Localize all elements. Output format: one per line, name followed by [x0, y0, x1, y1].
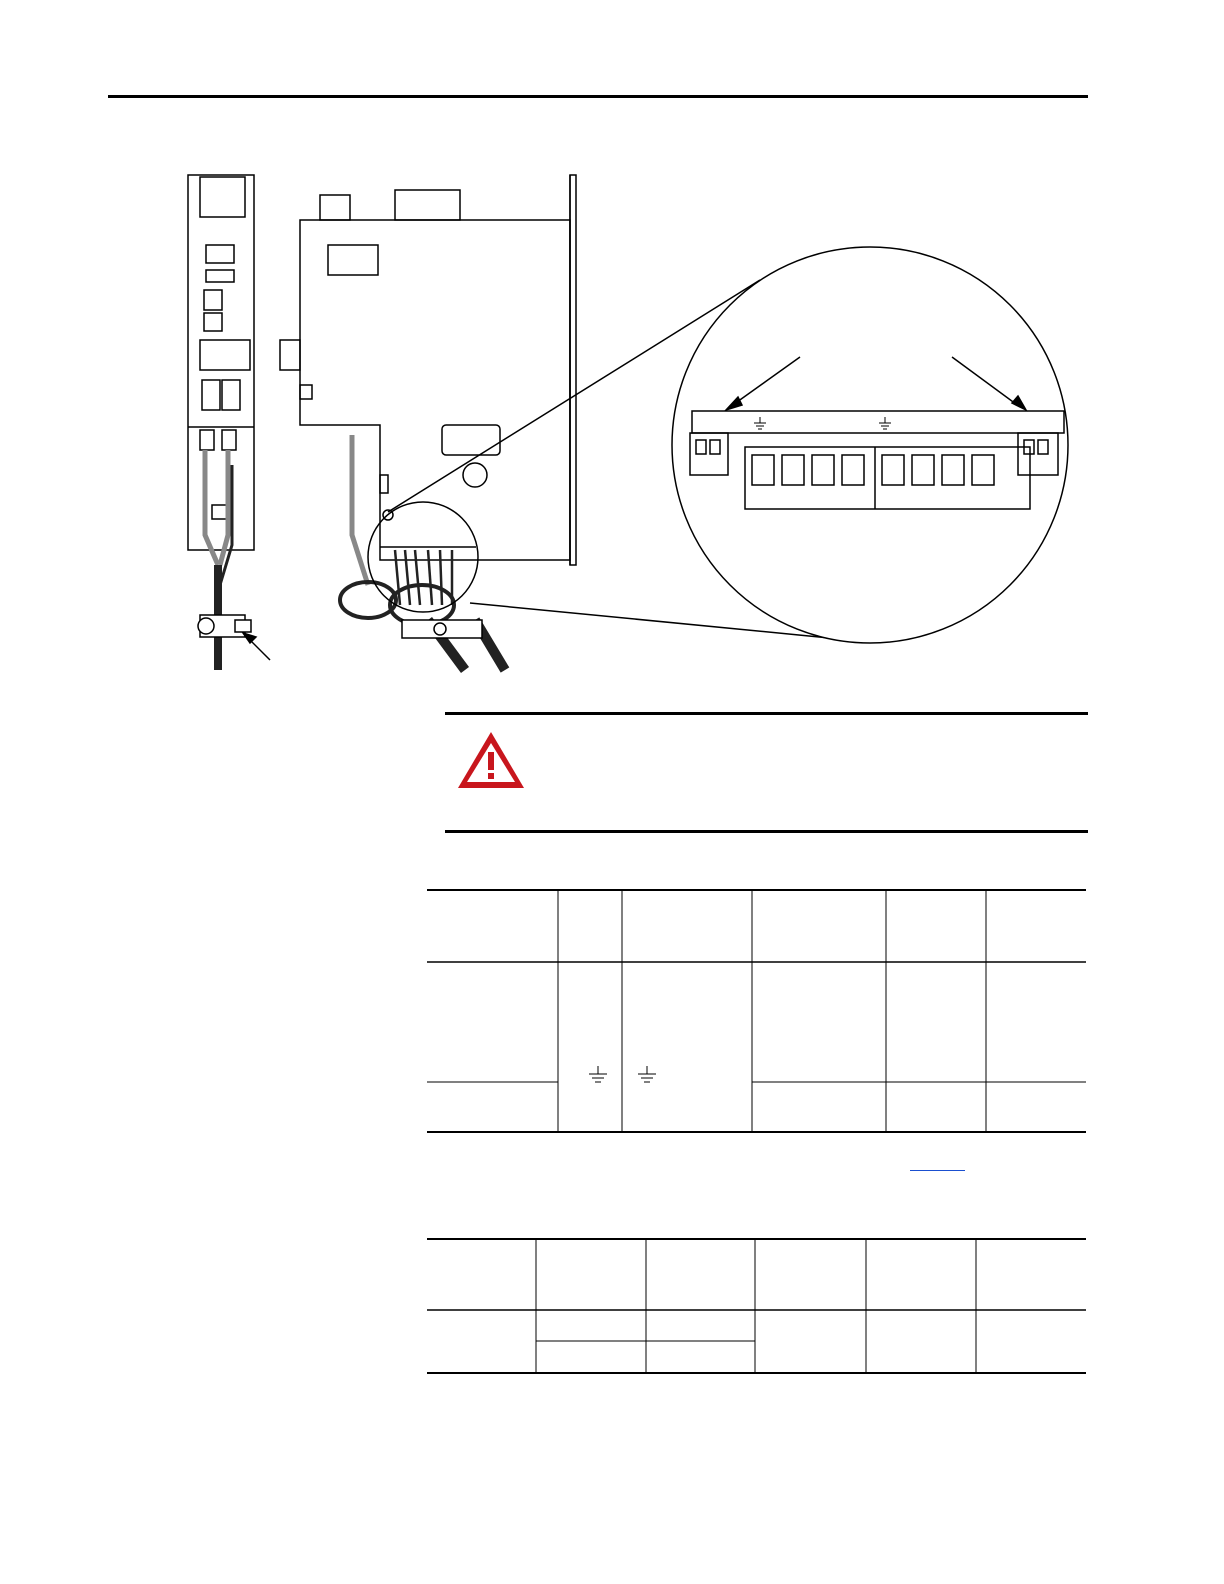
drive-front-view [188, 175, 254, 550]
detail-magnifier [672, 247, 1068, 643]
attention-top-rule [445, 712, 1088, 715]
warning-triangle-icon [455, 728, 527, 792]
table-1 [427, 888, 1088, 1136]
header-rule [108, 95, 1088, 98]
ground-symbol-icon [589, 1066, 607, 1082]
drive-side-view [280, 175, 576, 565]
table-2 [427, 1237, 1088, 1377]
drive-wiring-figure [170, 165, 1090, 685]
attention-bottom-rule [445, 830, 1088, 833]
ground-symbol-icon [638, 1066, 656, 1082]
cross-reference-link[interactable] [910, 1170, 965, 1171]
